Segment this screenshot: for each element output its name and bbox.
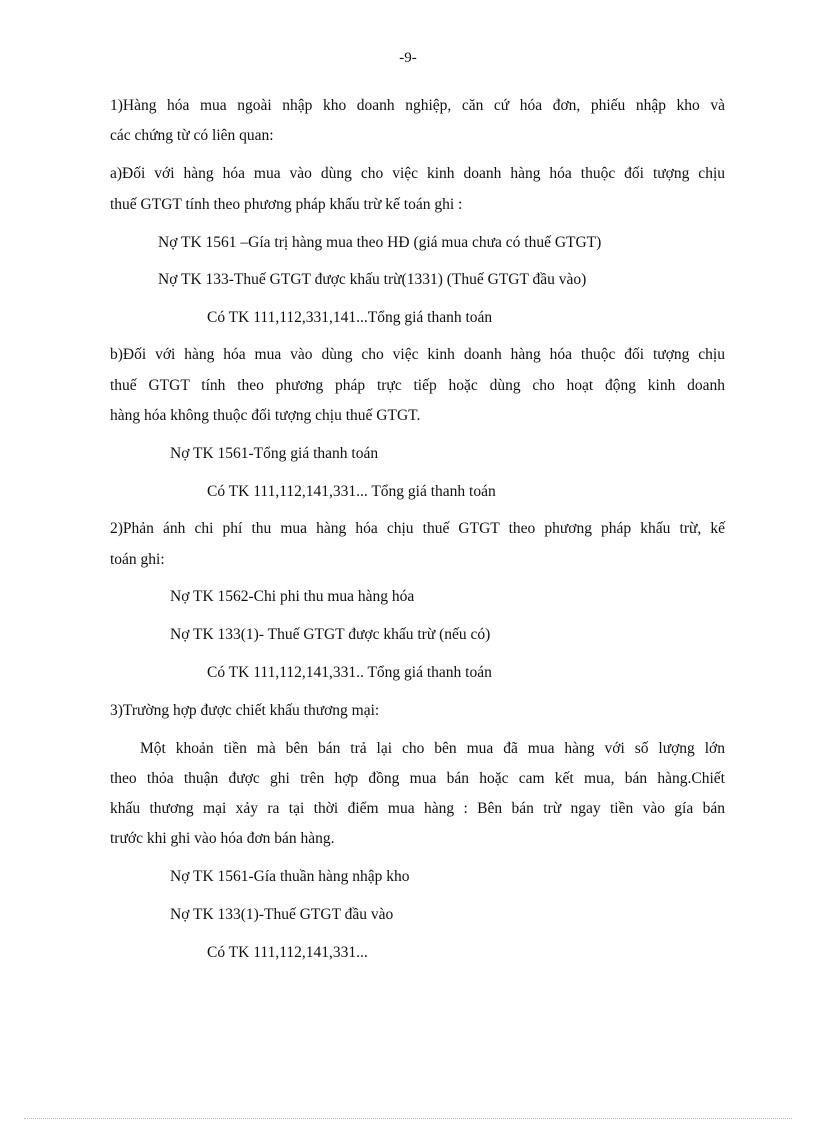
text-line: trước khi ghi vào hóa đơn bán hàng. bbox=[110, 830, 335, 847]
text-line: Một khoản tiền mà bên bán trả lại cho bên mua đã mua hàng với số lượng lớn bbox=[140, 740, 725, 757]
text-line: khấu thương mại xảy ra tại thời điểm mua hàng : Bên bán trừ ngay tiền vào gía bán bbox=[110, 800, 725, 817]
text-line: toán ghi: bbox=[110, 551, 165, 568]
text-line: Nợ TK 1561-Tổng giá thanh toán bbox=[170, 445, 379, 462]
text-line: Nợ TK 1562-Chi phi thu mua hàng hóa bbox=[170, 588, 415, 605]
text-line: a)Đối với hàng hóa mua vào dùng cho việc kinh doanh hàng hóa thuộc đối tượng chịu bbox=[110, 165, 725, 182]
text-line: thuế GTGT tính theo phương pháp trực tiếp hoặc dùng cho hoạt động kinh doanh bbox=[110, 377, 725, 394]
text-line: Có TK 111,112,141,331.. Tổng giá thanh toán bbox=[207, 664, 492, 681]
text-line: 1)Hàng hóa mua ngoài nhập kho doanh nghiệp, căn cứ hóa đơn, phiếu nhập kho và bbox=[110, 97, 725, 114]
text-line: 3)Trường hợp được chiết khấu thương mại: bbox=[110, 702, 380, 719]
text-line: theo thỏa thuận được ghi trên hợp đồng mua bán hoặc cam kết mua, bán hàng.Chiết bbox=[110, 770, 725, 787]
text-line: Có TK 111,112,141,331... bbox=[207, 944, 368, 961]
text-line: thuế GTGT tính theo phương pháp khấu trừ kế toán ghi : bbox=[110, 196, 463, 213]
text-line: Nợ TK 1561-Gía thuần hàng nhập kho bbox=[170, 868, 410, 885]
text-line: Có TK 111,112,141,331... Tổng giá thanh toán bbox=[207, 483, 496, 500]
page-number: -9- bbox=[399, 50, 417, 66]
text-line: Nợ TK 133(1)-Thuế GTGT đầu vào bbox=[170, 906, 394, 923]
page-bottom-divider bbox=[24, 1118, 792, 1119]
text-line: 2)Phản ánh chi phí thu mua hàng hóa chịu thuế GTGT theo phương pháp khấu trừ, kế bbox=[110, 520, 725, 537]
text-line: các chứng từ có liên quan: bbox=[110, 127, 274, 144]
text-line: hàng hóa không thuộc đối tượng chịu thuế GTGT. bbox=[110, 407, 421, 424]
text-line: b)Đối với hàng hóa mua vào dùng cho việc kinh doanh hàng hóa thuộc đối tượng chịu bbox=[110, 346, 725, 363]
text-line: Nợ TK 133(1)- Thuế GTGT được khấu trừ (nếu có) bbox=[170, 626, 491, 643]
text-line: Nợ TK 133-Thuế GTGT được khấu trừ(1331) (Thuế GTGT đầu vào) bbox=[158, 271, 587, 288]
text-line: Có TK 111,112,331,141...Tổng giá thanh toán bbox=[207, 309, 493, 326]
text-line: Nợ TK 1561 –Gía trị hàng mua theo HĐ (giá mua chưa có thuế GTGT) bbox=[158, 234, 602, 251]
